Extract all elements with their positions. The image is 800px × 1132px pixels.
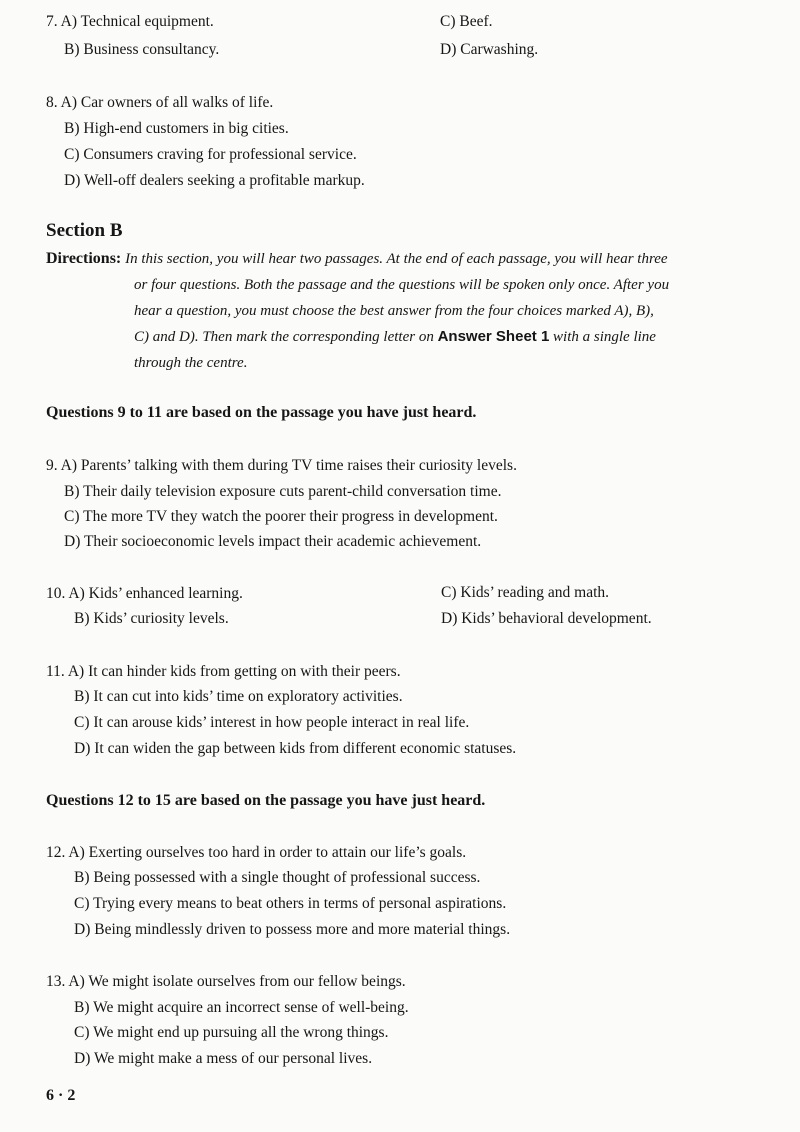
option-d: D) Their socioeconomic levels impact their academic achievement. — [64, 533, 482, 550]
question-7 — [46, 12, 214, 32]
option-b: B) We might acquire an incorrect sense of well-being. — [74, 999, 409, 1016]
question-number: 10. — [46, 585, 66, 602]
option-c: C) It can arouse kids’ interest in how people interact in real life. — [74, 714, 470, 731]
directions-text: through the centre. — [134, 355, 248, 371]
option-a: A) It can hinder kids from getting on with their peers. — [67, 663, 401, 680]
option-d: D) We might make a mess of our personal lives. — [74, 1050, 373, 1067]
directions-text-part: C) and D). Then mark the corresponding letter on — [134, 329, 438, 345]
directions-text — [134, 327, 656, 347]
option-c: C) Kids’ reading and math. — [441, 584, 610, 601]
option-d: D) Kids’ behavioral development. — [441, 610, 652, 627]
option-a: A) Technical equipment. — [60, 13, 214, 30]
option-d: D) Being mindlessly driven to possess more and more material things. — [74, 921, 511, 938]
directions-text: hear a question, you must choose the best answer from the four choices marked A), B), — [134, 303, 654, 319]
directions-text: or four questions. Both the passage and the questions will be spoken only once. After you — [134, 277, 670, 293]
option-b: B) Kids’ curiosity levels. — [74, 610, 229, 627]
question-number: 11. — [46, 663, 65, 680]
question-number: 7. — [46, 13, 58, 30]
option-d: D) Well-off dealers seeking a profitable markup. — [64, 172, 365, 189]
option-a: A) Kids’ enhanced learning. — [68, 585, 243, 602]
option-c: C) Consumers craving for professional service. — [64, 146, 357, 163]
option-a: A) Exerting ourselves too hard in order to attain our life’s goals. — [68, 844, 467, 861]
option-c: C) Trying every means to beat others in terms of personal aspirations. — [74, 895, 507, 912]
option-c: C) We might end up pursuing all the wrong things. — [74, 1024, 389, 1041]
question-12 — [46, 843, 466, 863]
option-b: B) Their daily television exposure cuts parent-child conversation time. — [64, 483, 502, 500]
option-a: A) We might isolate ourselves from our fellow beings. — [68, 973, 406, 990]
question-10 — [46, 584, 243, 604]
option-c: C) Beef. — [440, 13, 493, 30]
answer-sheet-label: Answer Sheet 1 — [437, 328, 550, 345]
question-11 — [46, 662, 401, 682]
question-number: 8. — [46, 94, 58, 111]
question-8 — [46, 93, 273, 113]
section-title: Section B — [46, 220, 123, 241]
option-b: B) It can cut into kids’ time on exploratory activities. — [74, 688, 403, 705]
option-c: C) The more TV they watch the poorer their progress in development. — [64, 508, 498, 525]
option-b: B) High-end customers in big cities. — [64, 120, 289, 137]
option-d: D) It can widen the gap between kids from different economic statuses. — [74, 740, 517, 757]
question-number: 9. — [46, 457, 58, 474]
page-number: 6 · 2 — [46, 1087, 76, 1104]
question-group-heading: Questions 12 to 15 are based on the passage you have just heard. — [46, 792, 486, 809]
directions-text: In this section, you will hear two passages. At the end of each passage, you will hear three — [125, 251, 668, 267]
option-b: B) Business consultancy. — [64, 41, 220, 58]
option-a: A) Parents’ talking with them during TV time raises their curiosity levels. — [60, 457, 517, 474]
question-13 — [46, 972, 406, 992]
question-9 — [46, 456, 517, 476]
question-number: 12. — [46, 844, 66, 861]
question-number: 13. — [46, 973, 66, 990]
directions-text-part: with a single line — [549, 329, 656, 345]
directions-first-line — [46, 249, 668, 269]
directions-label: Directions: — [46, 250, 122, 267]
question-group-heading: Questions 9 to 11 are based on the passage you have just heard. — [46, 404, 477, 421]
option-d: D) Carwashing. — [440, 41, 539, 58]
option-b: B) Being possessed with a single thought of professional success. — [74, 869, 481, 886]
option-a: A) Car owners of all walks of life. — [60, 94, 274, 111]
